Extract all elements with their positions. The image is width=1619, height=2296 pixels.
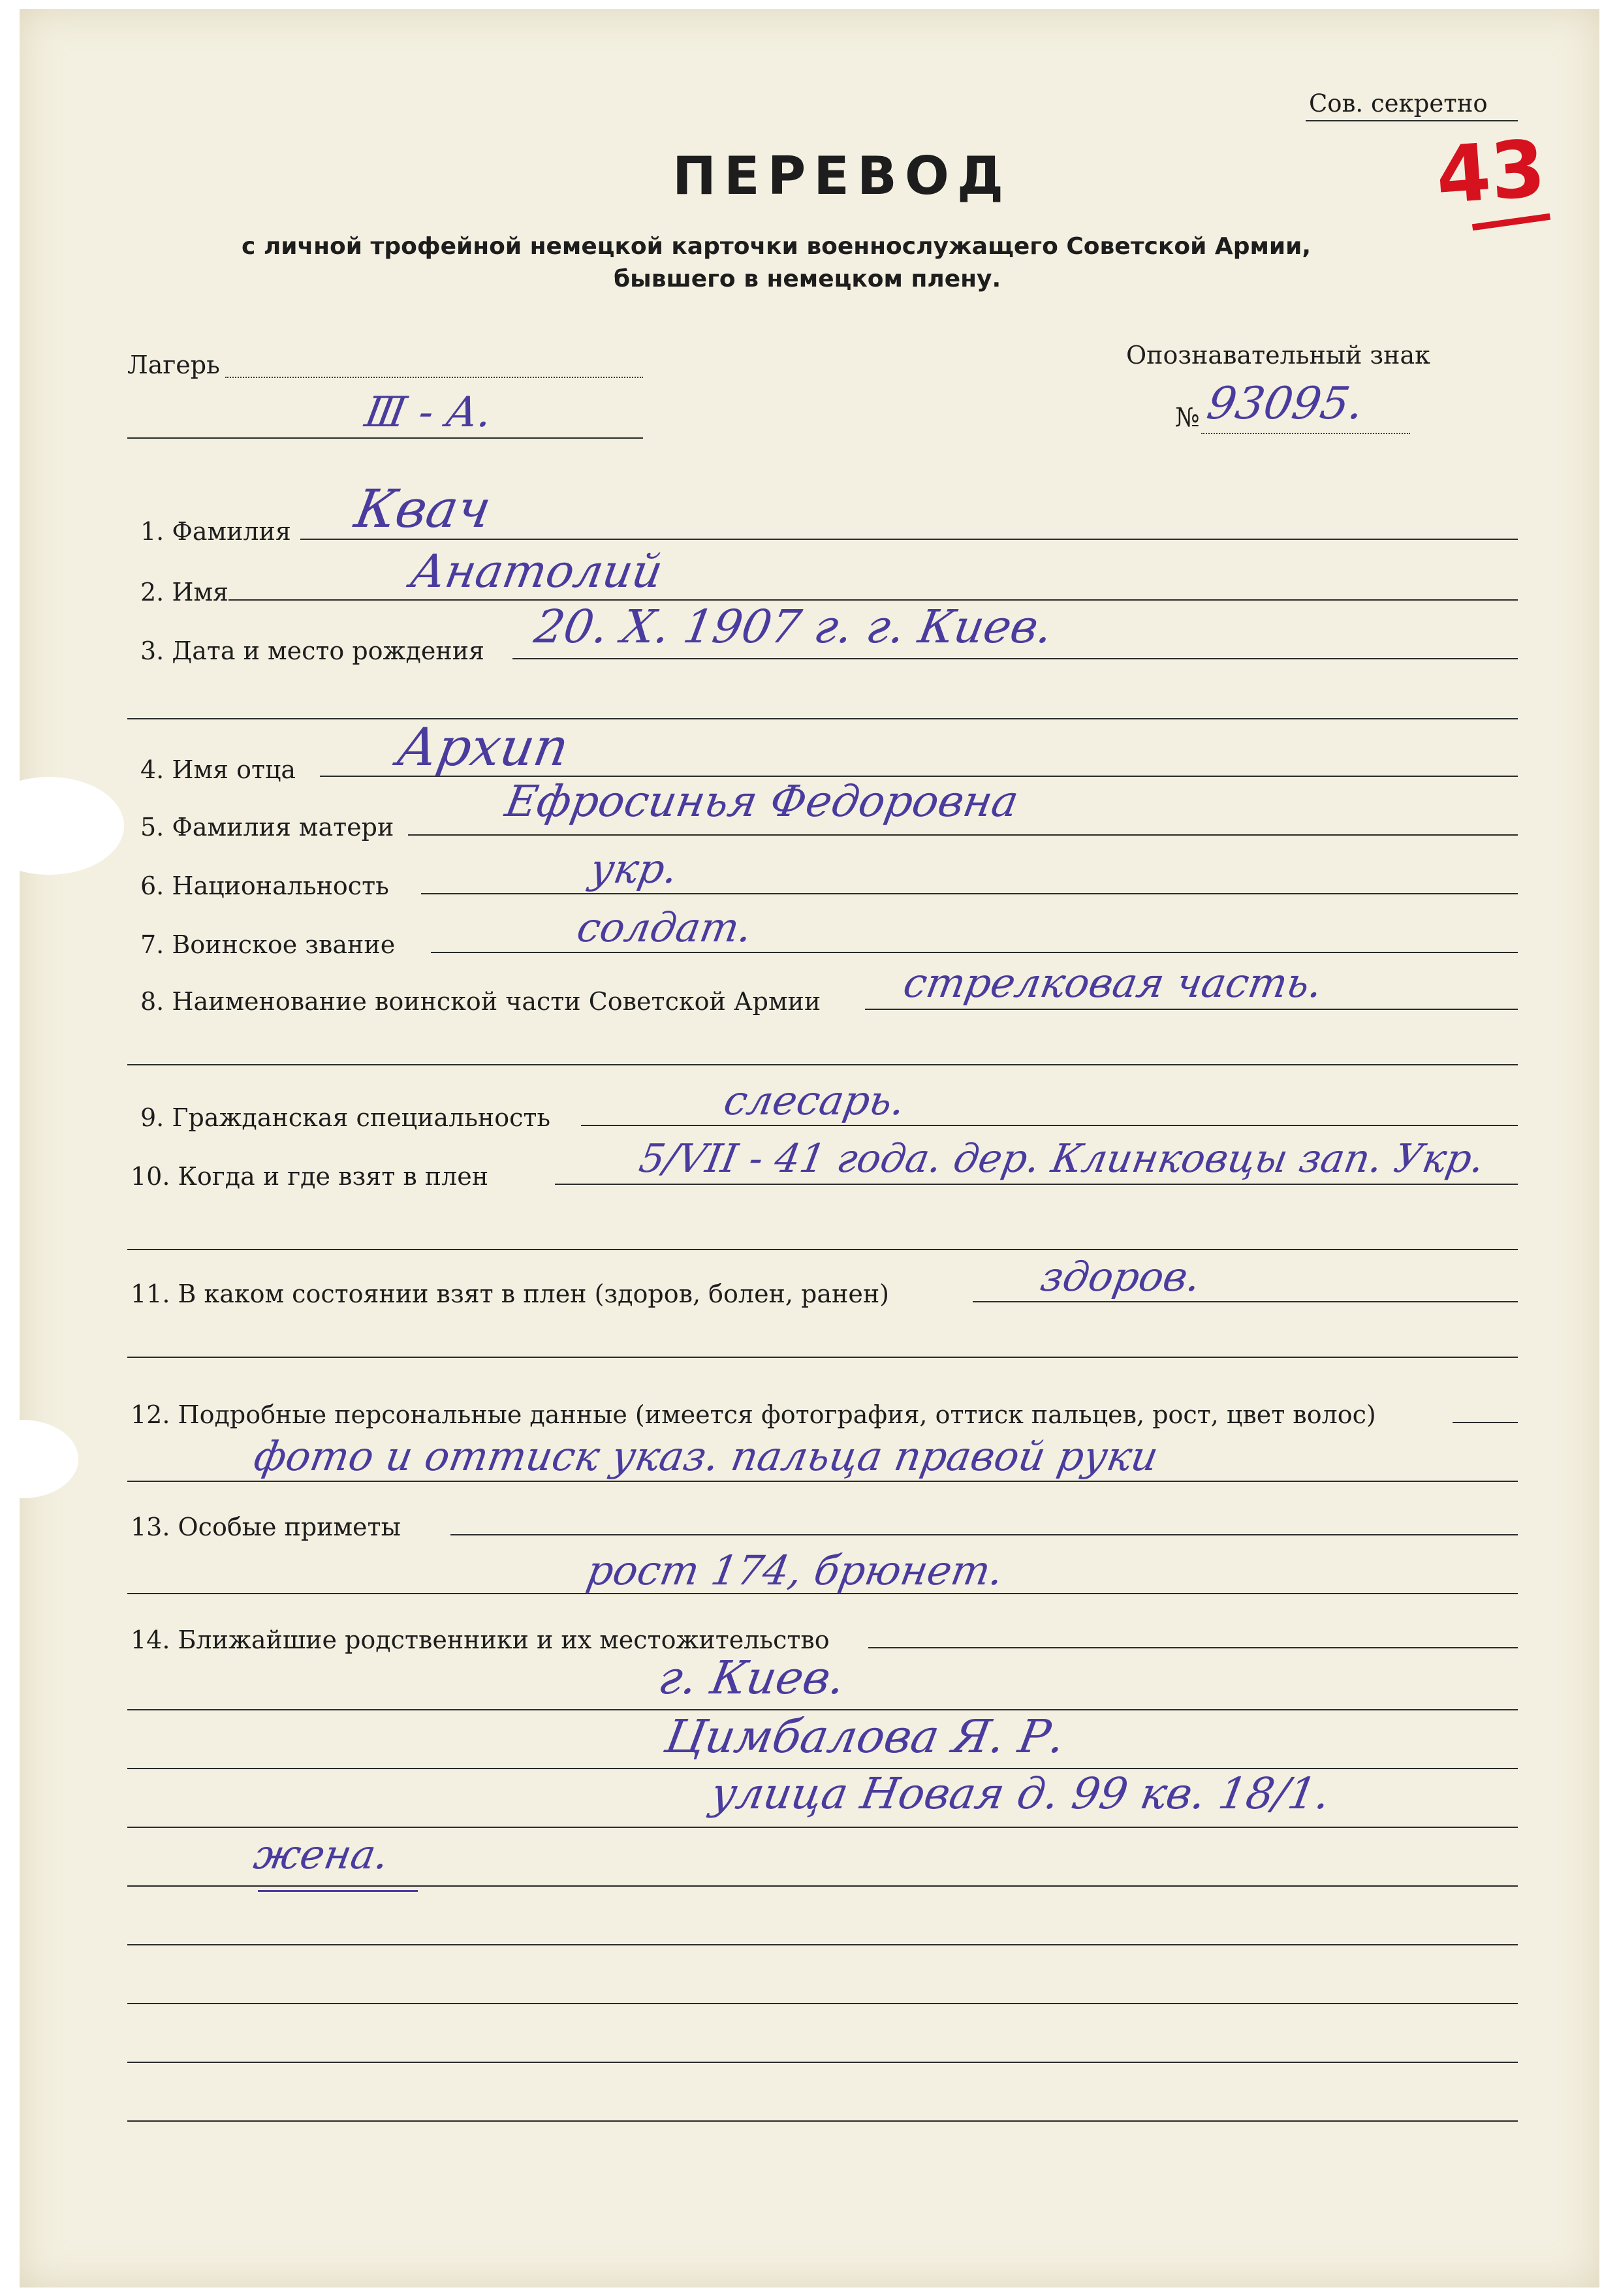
field-value-features: рост 174, брюнет. bbox=[583, 1547, 1007, 1594]
blank-line-3 bbox=[127, 2062, 1518, 2063]
field-label-features: 13. Особые приметы bbox=[131, 1513, 401, 1541]
field-line-personal-data bbox=[1453, 1422, 1518, 1423]
field-label-name: 2. Имя bbox=[140, 578, 229, 606]
field-line-mother bbox=[408, 834, 1518, 836]
relatives-line-4 bbox=[127, 1885, 1518, 1887]
field-line-captured-2 bbox=[127, 1249, 1518, 1250]
blank-line-2 bbox=[127, 2003, 1518, 2004]
field-value-surname: Квач bbox=[350, 479, 496, 539]
field-label-mother: 5. Фамилия матери bbox=[140, 813, 394, 841]
field-label-profession: 9. Гражданская специальность bbox=[140, 1103, 551, 1132]
relatives-city: г. Киев. bbox=[654, 1651, 849, 1705]
field-value-mother: Ефросинья Федоровна bbox=[501, 776, 1022, 826]
field-label-nationality: 6. Национальность bbox=[140, 872, 389, 900]
page-subtitle-2: бывшего в немецком плену. bbox=[614, 266, 1001, 292]
field-line-nationality bbox=[421, 893, 1518, 894]
relatives-relation: жена. bbox=[250, 1831, 393, 1878]
field-label-condition: 11. В каком состоянии взят в плен (здоров, болен, ранен) bbox=[131, 1280, 889, 1308]
relatives-name: Цимбалова Я. Р. bbox=[661, 1710, 1069, 1763]
id-tag-dotted-line bbox=[1201, 433, 1410, 434]
blank-line-4 bbox=[127, 2120, 1518, 2122]
field-value-rank: солдат. bbox=[573, 904, 756, 951]
camp-line bbox=[127, 437, 643, 439]
field-label-birth: 3. Дата и место рождения bbox=[140, 637, 485, 665]
field-line-relatives bbox=[868, 1647, 1518, 1648]
field-line-personal-data-2 bbox=[127, 1481, 1518, 1482]
field-line-unit bbox=[865, 1009, 1518, 1010]
field-line-condition-2 bbox=[127, 1357, 1518, 1358]
relatives-line-3 bbox=[127, 1827, 1518, 1828]
page-subtitle: с личной трофейной немецкой карточки военнослужащего Советской Армии, bbox=[242, 233, 1312, 260]
field-line-birth-2 bbox=[127, 718, 1518, 719]
id-tag-prefix: № bbox=[1175, 403, 1200, 433]
id-tag-label: Опознавательный знак bbox=[1126, 341, 1430, 370]
field-line-profession bbox=[581, 1125, 1518, 1126]
field-value-birth: 20. X. 1907 г. г. Киев. bbox=[530, 600, 1057, 653]
field-line-birth bbox=[512, 658, 1518, 659]
field-line-features-2 bbox=[127, 1593, 1518, 1594]
field-value-personal-data: фото и оттиск указ. пальца правой руки bbox=[250, 1432, 1162, 1480]
field-line-rank bbox=[431, 952, 1518, 953]
field-label-unit: 8. Наименование воинской части Советской Армии bbox=[140, 987, 821, 1016]
camp-value: Ⅲ - А. bbox=[361, 388, 496, 437]
field-label-relatives: 14. Ближайшие родственники и их местожительство bbox=[131, 1626, 830, 1654]
field-value-father: Архип bbox=[392, 717, 574, 778]
relatives-relation-underline bbox=[258, 1890, 418, 1892]
field-label-father: 4. Имя отца bbox=[140, 755, 296, 784]
field-value-captured: 5/VII - 41 года. дер. Клинковцы зап. Укр. bbox=[635, 1136, 1488, 1182]
camp-label: Лагерь bbox=[127, 351, 220, 379]
classification-mark: Сов. секретно bbox=[1309, 89, 1488, 118]
field-value-name: Анатолий bbox=[406, 544, 667, 598]
field-label-personal-data: 12. Подробные персональные данные (имеется фотография, оттиск пальцев, рост, цвет волос) bbox=[131, 1400, 1376, 1429]
classification-underline bbox=[1306, 120, 1518, 121]
field-value-nationality: укр. bbox=[586, 845, 682, 892]
id-tag-value: 93095. bbox=[1203, 378, 1368, 430]
field-label-surname: 1. Фамилия bbox=[140, 517, 291, 546]
field-value-unit: стрелковая часть. bbox=[900, 959, 1327, 1007]
field-line-captured bbox=[555, 1184, 1518, 1185]
field-label-rank: 7. Воинское звание bbox=[140, 930, 396, 959]
archive-number: 43 bbox=[1433, 123, 1548, 222]
field-line-features bbox=[450, 1534, 1518, 1535]
camp-dotted-line bbox=[225, 377, 643, 378]
relatives-address: улица Новая д. 99 кв. 18/1. bbox=[707, 1769, 1334, 1819]
field-line-condition bbox=[973, 1301, 1518, 1302]
field-value-profession: слесарь. bbox=[720, 1077, 909, 1124]
field-line-unit-2 bbox=[127, 1064, 1518, 1065]
blank-line-1 bbox=[127, 1944, 1518, 1945]
field-label-captured: 10. Когда и где взят в плен bbox=[131, 1162, 489, 1191]
page-title: ПЕРЕВОД bbox=[672, 146, 1012, 206]
field-value-condition: здоров. bbox=[1037, 1253, 1204, 1300]
